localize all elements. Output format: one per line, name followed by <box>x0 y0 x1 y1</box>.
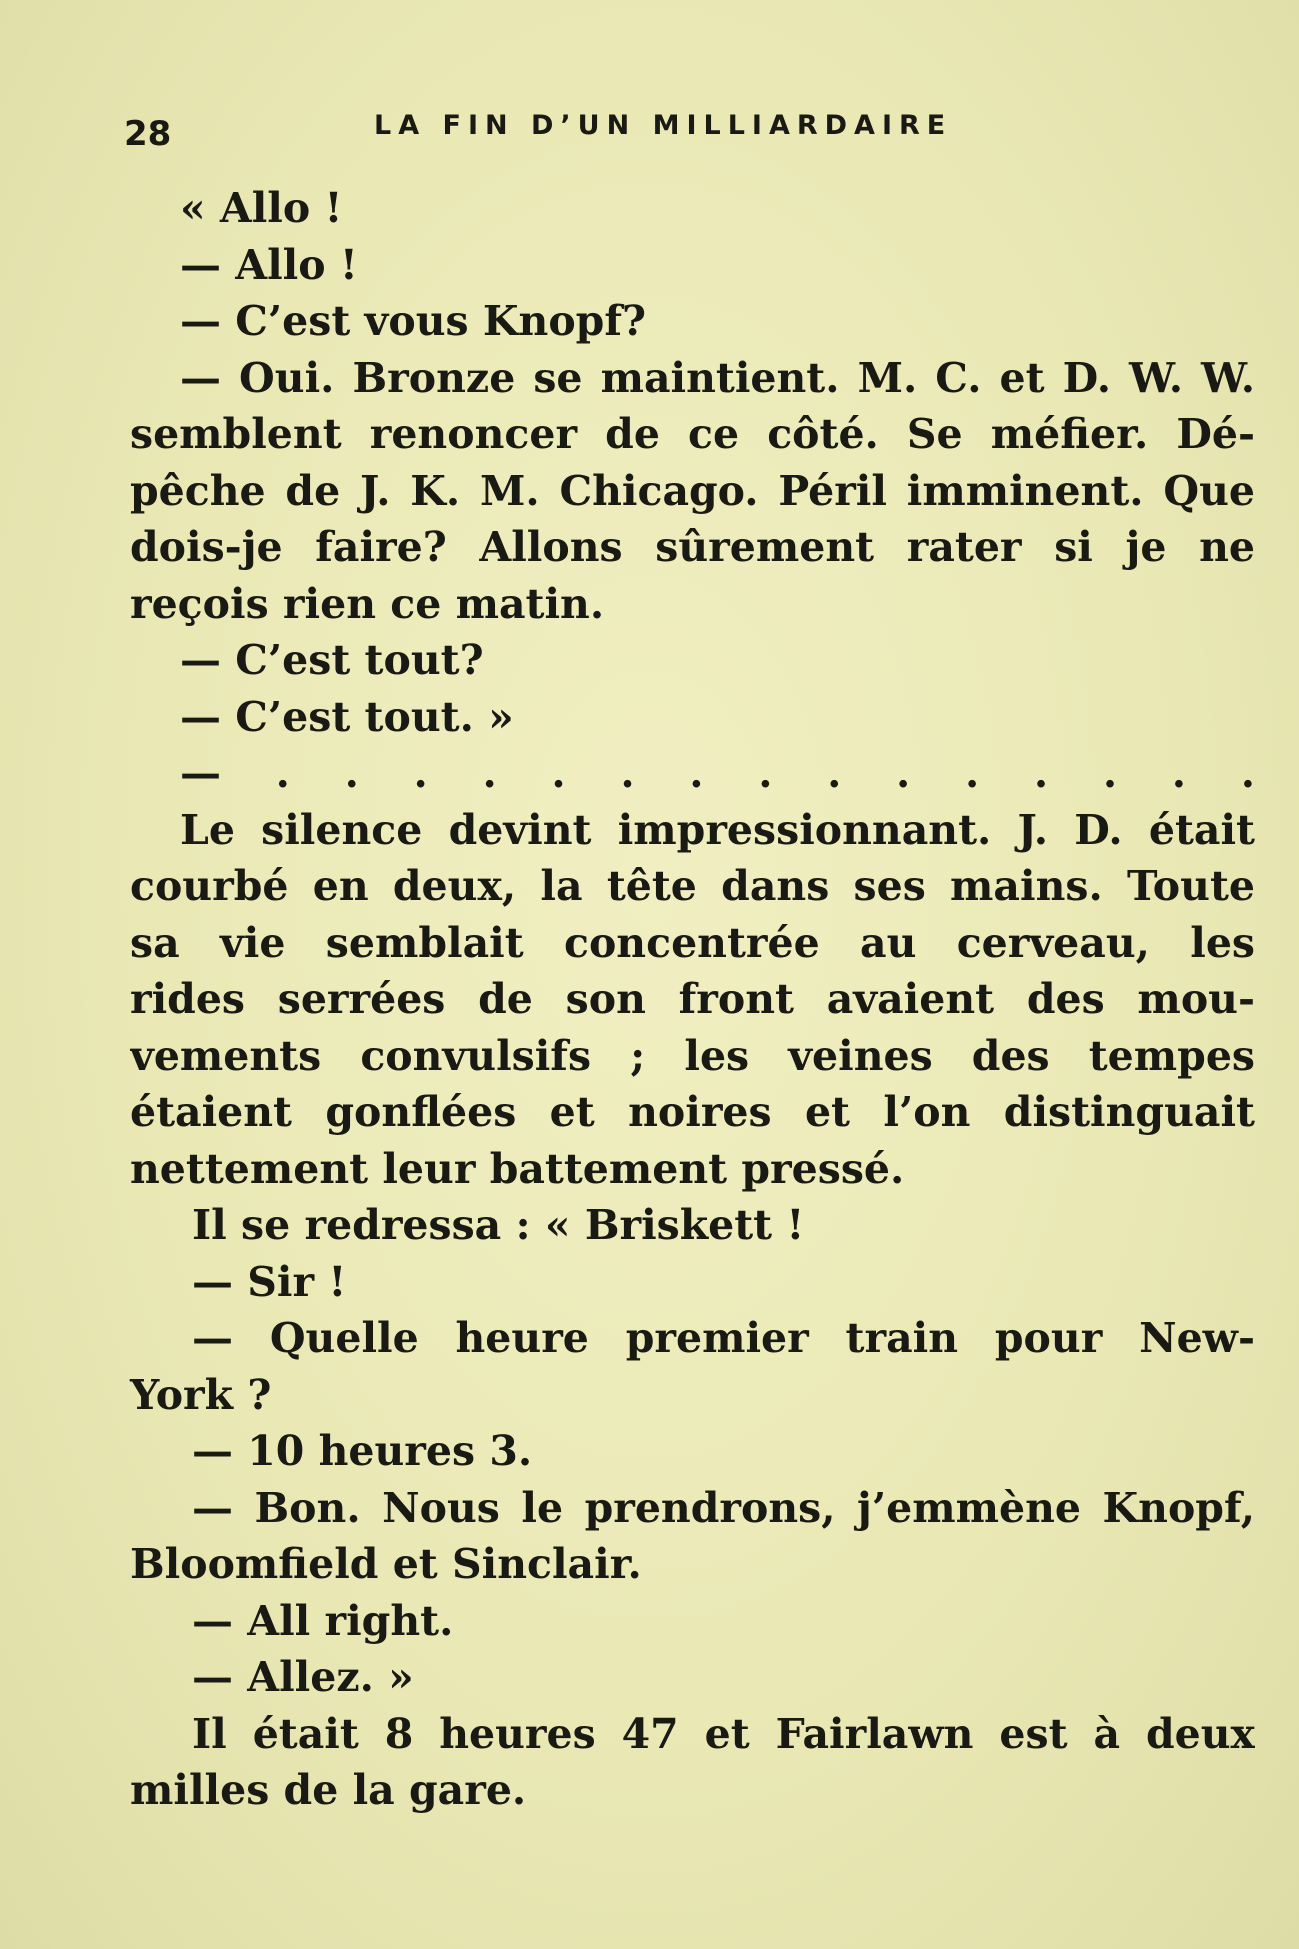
text-line: — C’est vous Knopf? <box>180 297 647 345</box>
text-line: nettement leur battement pressé. <box>130 1144 905 1193</box>
text-line: sa vie semblait concentrée au cerveau, les <box>130 918 1255 967</box>
text-line: pêche de J. K. M. Chicago. Péril imminent. Que <box>130 466 1255 515</box>
text-line: « Allo ! <box>180 184 343 232</box>
text-line: — Quelle heure premier train pour New- <box>192 1314 1255 1362</box>
text-line: — Bon. Nous le prendrons, j’emmène Knopf, <box>192 1483 1255 1532</box>
text-line: York ? <box>130 1370 272 1419</box>
text-line: — C’est tout? <box>180 636 484 684</box>
text-line: — Oui. Bronze se maintient. M. C. et D. W. W. <box>180 353 1255 402</box>
text-line: Il était 8 heures 47 et Fairlawn est à deux <box>192 1709 1255 1758</box>
text-line: Il se redressa : « Briskett ! <box>192 1201 805 1249</box>
text-line: Le silence devint impressionnant. J. D. était <box>180 805 1255 854</box>
text-line: vements convulsifs ; les veines des tempes <box>130 1031 1255 1080</box>
text-line: — All right. <box>192 1596 454 1645</box>
text-line: milles de la gare. <box>130 1766 527 1814</box>
text-line: — Sir ! <box>192 1257 347 1306</box>
text-line: — C’est tout. » <box>180 692 514 741</box>
text-line: — . . . . . . . . . . . . . . . <box>180 749 1255 797</box>
body-text <box>130 180 1255 1819</box>
text-line: semblent renoncer de ce côté. Se méfier. Dé- <box>130 410 1255 458</box>
text-line: Bloomfield et Sinclair. <box>130 1540 642 1588</box>
page-header <box>124 102 1254 162</box>
text-line: — Allo ! <box>180 240 358 289</box>
text-line: — 10 heures 3. <box>192 1427 533 1475</box>
running-title: LA FIN D’UN MILLIARDAIRE <box>374 110 953 141</box>
page-number: 28 <box>124 114 172 154</box>
text-line: — Allez. » <box>192 1653 414 1701</box>
text-line: étaient gonflées et noires et l’on distinguait <box>130 1088 1255 1136</box>
text-line: rides serrées de son front avaient des mou- <box>130 975 1255 1023</box>
text-line: dois-je faire? Allons sûrement rater si je ne <box>130 523 1255 571</box>
text-line: reçois rien ce matin. <box>130 579 605 628</box>
text-line: courbé en deux, la tête dans ses mains. Toute <box>130 862 1255 910</box>
